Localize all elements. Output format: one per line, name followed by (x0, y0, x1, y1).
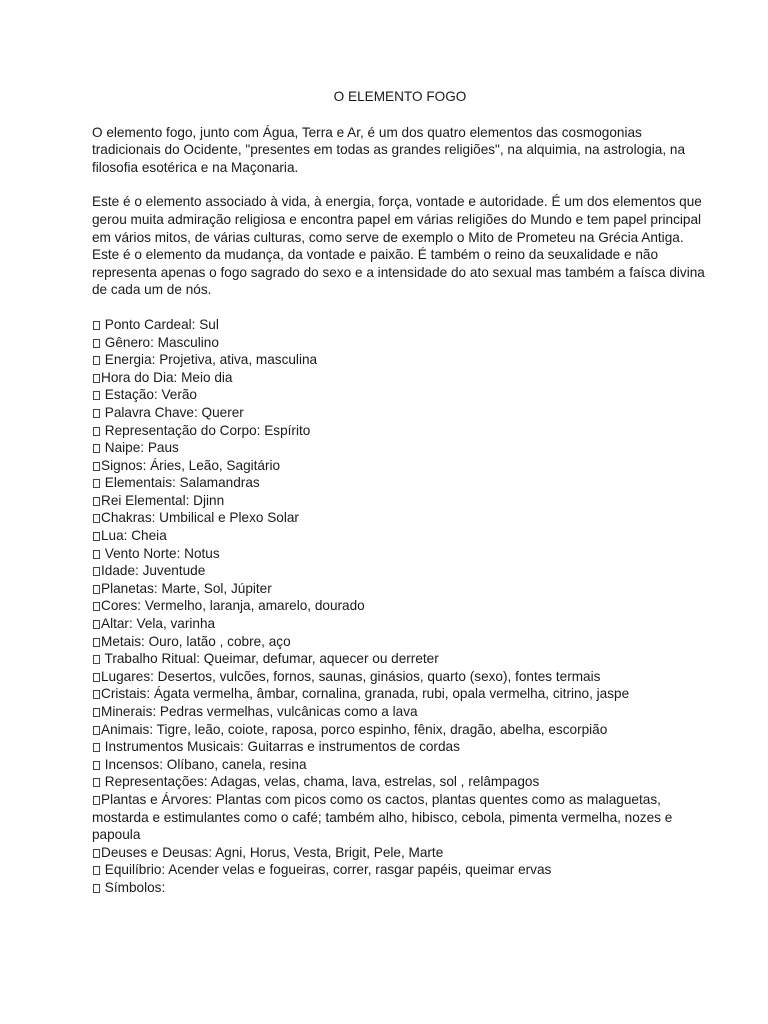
list-item-text: Naipe: Paus (104, 440, 179, 456)
list-item-text: Metais: Ouro, latão , cobre, aço (101, 633, 291, 649)
list-item-text: Elementais: Salamandras (104, 475, 260, 491)
list-item (92, 615, 708, 633)
list-item (92, 738, 708, 756)
list-item (92, 650, 708, 668)
list-item (92, 404, 708, 422)
list-item-text: Representação do Corpo: Espírito (104, 422, 311, 438)
list-item-text: Símbolos: (104, 879, 166, 895)
list-item-text: Gênero: Masculino (104, 334, 219, 350)
list-item (92, 844, 708, 862)
list-item (92, 879, 708, 897)
missing-glyph-box-icon (93, 427, 100, 436)
missing-glyph-box-icon (93, 778, 100, 787)
list-item-text: Deuses e Deusas: Agni, Horus, Vesta, Brigit, Pele, Marte (101, 844, 444, 860)
list-item (92, 369, 708, 387)
list-item (92, 492, 708, 510)
attribute-list (92, 316, 708, 897)
list-item-text: Chakras: Umbilical e Plexo Solar (101, 510, 299, 526)
missing-glyph-box-icon (93, 339, 100, 348)
list-item (92, 773, 708, 791)
missing-glyph-box-icon (93, 761, 100, 770)
list-item-text: Cores: Vermelho, laranja, amarelo, dourado (101, 598, 365, 614)
list-item (92, 861, 708, 879)
missing-glyph-box-icon (93, 356, 100, 365)
list-item-text: Planetas: Marte, Sol, Júpiter (101, 580, 272, 596)
missing-glyph-box-icon (93, 708, 100, 717)
list-item (92, 457, 708, 475)
list-item (92, 509, 708, 527)
list-item (92, 597, 708, 615)
list-item-text: Signos: Áries, Leão, Sagitário (101, 457, 281, 473)
list-item (92, 633, 708, 651)
list-item (92, 474, 708, 492)
list-item-text: Altar: Vela, varinha (101, 616, 216, 632)
list-item-text: Cristais: Ágata vermelha, âmbar, cornalina, granada, rubi, opala vermelha, citrino, jaspe (101, 686, 630, 702)
list-item-text: Vento Norte: Notus (104, 545, 220, 561)
list-item-text: Minerais: Pedras vermelhas, vulcânicas como a lava (101, 704, 418, 719)
list-item-text: Trabalho Ritual: Queimar, defumar, aquecer ou derreter (104, 651, 439, 667)
list-item-text: Plantas e Árvores: Plantas com picos como os cactos, plantas quentes como as malaguetas, mostarda e estimulantes como o café; também alho, hibisco, cebola, pimenta vermelha, nozes e papoula (92, 791, 673, 843)
list-item-text: Lua: Cheia (101, 528, 167, 544)
missing-glyph-box-icon (93, 532, 100, 541)
list-item-text: Ponto Cardeal: Sul (104, 316, 219, 332)
list-item (92, 703, 708, 721)
missing-glyph-box-icon (93, 479, 100, 488)
list-item (92, 562, 708, 580)
list-item (92, 756, 708, 774)
list-item (92, 422, 708, 440)
list-item-text: Incensos: Olíbano, canela, resina (104, 756, 307, 772)
list-item (92, 386, 708, 404)
missing-glyph-box-icon (93, 567, 100, 576)
list-item-text: Representações: Adagas, velas, chama, lava, estrelas, sol , relâmpagos (104, 774, 540, 790)
missing-glyph-box-icon (93, 620, 100, 629)
list-item (92, 439, 708, 457)
paragraph-intro: O elemento fogo, junto com Água, Terra e Ar, é um dos quatro elementos das cosmogonias tradicionais do Ocidente, "presentes em todas as grandes religiões", na alquimia, na astrologia, na filosofia esotérica e na Maçonaria. (92, 124, 686, 175)
document-title: O ELEMENTO FOGO (333, 89, 467, 104)
missing-glyph-box-icon (93, 444, 100, 453)
missing-glyph-box-icon (93, 321, 100, 330)
missing-glyph-box-icon (93, 550, 100, 559)
list-item (92, 527, 708, 545)
missing-glyph-box-icon (93, 374, 100, 383)
list-item (92, 545, 708, 563)
paragraph-description: Este é o elemento associado à vida, à energia, força, vontade e autoridade. É um dos elementos que gerou muita admiração religiosa e encontra papel em várias religiões do Mundo e tem papel principal em vários mitos, de várias culturas, como serve de exemplo o Mito de Prometeu na Grécia Antiga. Este é o elemento da mudança, da vontade e paixão. É também o reino da seuxalidade e não representa apenas o fogo sagrado do sexo e a intensidade do ato sexual mas também a faísca divina de cada um de nós. (92, 194, 705, 298)
missing-glyph-box-icon (93, 585, 100, 594)
list-item (92, 668, 708, 686)
list-item-text: Lugares: Desertos, vulcões, fornos, saunas, ginásios, quarto (sexo), fontes termais (101, 668, 601, 684)
list-item-text: Idade: Juventude (101, 563, 206, 579)
missing-glyph-box-icon (93, 743, 100, 752)
list-item-text: Rei Elemental: Djinn (101, 492, 225, 508)
missing-glyph-box-icon (93, 638, 100, 647)
list-item (92, 580, 708, 598)
list-item (92, 721, 708, 739)
list-item (92, 685, 708, 703)
list-item-text: Hora do Dia: Meio dia (101, 369, 233, 385)
missing-glyph-box-icon (93, 866, 100, 875)
list-item (92, 351, 708, 369)
missing-glyph-box-icon (93, 462, 100, 471)
missing-glyph-box-icon (93, 796, 100, 805)
missing-glyph-box-icon (93, 690, 100, 699)
missing-glyph-box-icon (93, 884, 100, 893)
missing-glyph-box-icon (93, 497, 100, 506)
missing-glyph-box-icon (93, 655, 100, 664)
missing-glyph-box-icon (93, 602, 100, 611)
list-item (92, 316, 708, 334)
missing-glyph-box-icon (93, 409, 100, 418)
list-item-text: Animais: Tigre, leão, coiote, raposa, porco espinho, fênix, dragão, abelha, escorpião (101, 721, 608, 737)
missing-glyph-box-icon (93, 514, 100, 523)
missing-glyph-box-icon (93, 726, 100, 735)
list-item-text: Estação: Verão (104, 387, 197, 403)
missing-glyph-box-icon (93, 673, 100, 682)
list-item (92, 334, 708, 352)
missing-glyph-box-icon (93, 391, 100, 400)
list-item (92, 791, 708, 844)
list-item-text: Instrumentos Musicais: Guitarras e instrumentos de cordas (104, 739, 460, 755)
list-item-text: Palavra Chave: Querer (104, 404, 244, 420)
list-item-text: Energia: Projetiva, ativa, masculina (104, 352, 318, 368)
list-item-text: Equilíbrio: Acender velas e fogueiras, correr, rasgar papéis, queimar ervas (104, 862, 552, 878)
missing-glyph-box-icon (93, 849, 100, 858)
